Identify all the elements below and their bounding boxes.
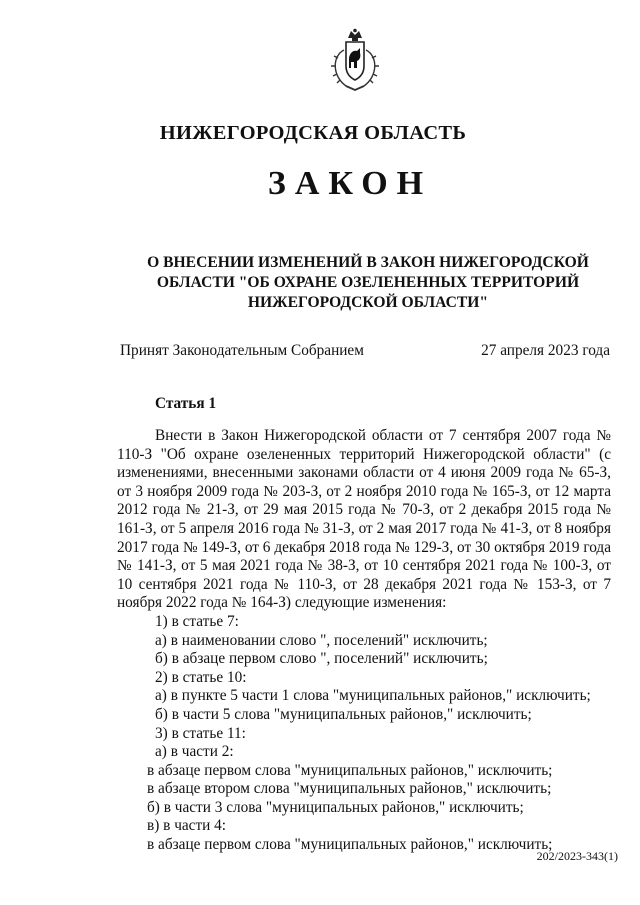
- adopted-by-label: Принят Законодательным Собранием: [120, 342, 364, 359]
- region-name: НИЖЕГОРОДСКАЯ ОБЛАСТЬ: [159, 122, 467, 144]
- royal-cipher-icon: [352, 38, 358, 41]
- article-body: [117, 427, 611, 855]
- coat-of-arms-emblem: [326, 28, 384, 92]
- amendment-item: 1) в статье 7:: [155, 612, 239, 630]
- article-heading: Статья 1: [155, 395, 217, 412]
- amendment-item: б) в части 5 слова "муниципальных районов," исключить;: [155, 705, 532, 723]
- amendment-item: а) в части 2:: [155, 743, 234, 761]
- article-intro-paragraph: Внести в Закон Нижегородской области от 7 сентября 2007 года № 110-З "Об охране озелененных территорий Нижегородской области" (с изменениями, внесенными законами области от 4 июня 2009 года № 65-З, от 3 ноября 2009 года № 203-З, от 2 ноября 2010 года № 165-З, от 12 марта 2012 года № 21-З, от 29 мая 2015 года № 70-З, от 2 декабря 2015 года № 161-З, от 5 апреля 2016 года № 31-З, от 2 мая 2017 года № 41-З, от 8 ноября 2017 года № 149-З, от 6 декабря 2018 года № 129-З, от 30 октября 2019 года № 141-З, от 5 мая 2021 года № 38-З, от 10 сентября 2021 года № 100-З, от 10 сентября 2021 года № 110-З, от 28 декабря 2021 года № 153-З, от 7 ноября 2022 года № 164-З) следующие изменения:: [117, 427, 611, 612]
- amendment-item: в) в части 4:: [147, 817, 227, 835]
- amendment-item: а) в наименовании слово ", поселений" исключить;: [155, 631, 488, 649]
- amendment-item: б) в части 3 слова "муниципальных районов," исключить;: [147, 798, 524, 816]
- adoption-date: 27 апреля 2023 года: [481, 342, 610, 359]
- amendment-item: в абзаце втором слова "муниципальных районов," исключить;: [147, 780, 552, 798]
- amendment-item: 3) в статье 11:: [155, 724, 246, 742]
- amendment-item: 2) в статье 10:: [155, 668, 247, 686]
- amendment-item: в абзаце первом слова "муниципальных районов," исключить;: [147, 836, 553, 854]
- amendment-item: а) в пункте 5 части 1 слова "муниципальных районов," исключить;: [155, 687, 591, 705]
- law-title: О ВНЕСЕНИИ ИЗМЕНЕНИЙ В ЗАКОН НИЖЕГОРОДСКОЙ ОБЛАСТИ "ОБ ОХРАНЕ ОЗЕЛЕНЕННЫХ ТЕРРИТОРИЙ НИЖЕГОРОДСКОЙ ОБЛАСТИ": [147, 254, 589, 311]
- document-type-heading: ЗАКОН: [267, 165, 433, 202]
- amendment-item: б) в абзаце первом слово ", поселений" исключить;: [155, 650, 488, 668]
- document-code: 202/2023-343(1): [536, 849, 618, 863]
- heraldic-shield-icon: [346, 42, 364, 80]
- crown-icon: [348, 29, 362, 38]
- amendment-item: в абзаце первом слова "муниципальных районов," исключить;: [147, 761, 553, 779]
